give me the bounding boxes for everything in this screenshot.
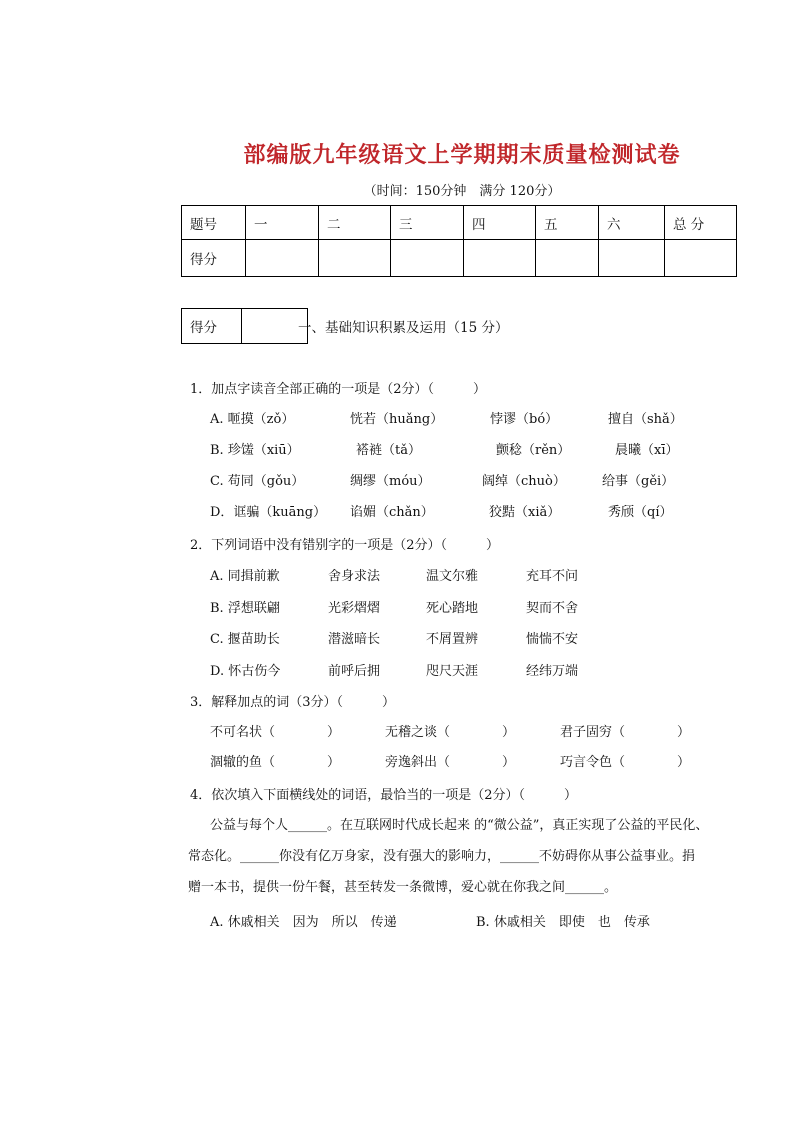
q2-d-4: 经纬万端 bbox=[526, 664, 579, 679]
q3-1-2: 无稽之谈（ ） bbox=[385, 725, 516, 740]
q1-d-1: D．诓骗（kuāng） bbox=[210, 505, 327, 520]
score-table-header-row bbox=[182, 206, 737, 240]
score-input-cell[interactable] bbox=[319, 240, 391, 277]
q2-c-4: 惴惴不安 bbox=[526, 632, 579, 647]
q1-a-4: 擅自（shǎ） bbox=[608, 412, 683, 427]
score-header-cell: 一 bbox=[246, 206, 319, 240]
q2-d-2: 前呼后拥 bbox=[328, 664, 381, 679]
q2-a-1: A. 同揖前歉 bbox=[210, 569, 280, 584]
section1-title: 一、基础知识积累及运用（15 分） bbox=[298, 320, 509, 336]
q3-2-3: 巧言令色（ ） bbox=[560, 755, 691, 770]
q1-c-1: C. 苟同（gǒu） bbox=[210, 474, 305, 489]
q4-passage-line: 公益与每个人______。在互联网时代成长起来 的“微公益”，真正实现了公益的平民化、 bbox=[210, 818, 709, 833]
score-header-cell: 二 bbox=[319, 206, 391, 240]
q2-b-4: 契而不舍 bbox=[526, 601, 579, 616]
q1-b-2: 褡裢（tǎ） bbox=[356, 443, 421, 458]
q2-c-1: C. 揠苗助长 bbox=[210, 632, 280, 647]
q1-c-4: 给事（gěi） bbox=[602, 474, 675, 489]
q1-b-3: 颤稔（rěn） bbox=[496, 443, 571, 458]
score-header-cell: 五 bbox=[536, 206, 599, 240]
score-input-cell[interactable] bbox=[665, 240, 737, 277]
score-header-cell: 总 分 bbox=[665, 206, 737, 240]
q4-stem: 4．依次填入下面横线处的词语，最恰当的一项是（2分）（ ） bbox=[190, 788, 578, 803]
q2-a-3: 温文尔雅 bbox=[426, 569, 479, 584]
q1-d-4: 秀颀（qí） bbox=[608, 505, 673, 520]
q1-b-1: B. 珍馐（xiū） bbox=[210, 443, 300, 458]
q2-b-2: 光彩熠熠 bbox=[328, 601, 381, 616]
q3-1-3: 君子固穷（ ） bbox=[560, 725, 691, 740]
q1-c-2: 绸缪（móu） bbox=[350, 474, 431, 489]
score-header-cell: 四 bbox=[464, 206, 536, 240]
q3-2-1: 涸辙的鱼（ ） bbox=[210, 755, 341, 770]
score-header-cell: 题号 bbox=[182, 206, 246, 240]
section1-score-box bbox=[181, 308, 308, 344]
q4-option-a: A. 休戚相关 因为 所以 传递 bbox=[210, 915, 397, 930]
q2-b-1: B. 浮想联翩 bbox=[210, 601, 280, 616]
q1-a-3: 悖谬（bó） bbox=[490, 412, 559, 427]
score-input-cell[interactable] bbox=[391, 240, 464, 277]
score-header-cell: 三 bbox=[391, 206, 464, 240]
q2-d-3: 咫尺天涯 bbox=[426, 664, 479, 679]
q2-a-2: 舍身求法 bbox=[328, 569, 381, 584]
q1-d-3: 狡黠（xiǎ） bbox=[489, 505, 561, 520]
q2-c-3: 不屑置辨 bbox=[426, 632, 479, 647]
exam-info: （时间：150分钟 满分 120分） bbox=[363, 184, 561, 199]
score-input-cell[interactable] bbox=[536, 240, 599, 277]
section1-score-label: 得分 bbox=[182, 309, 242, 344]
q1-a-1: A. 咂摸（zǒ） bbox=[210, 412, 295, 427]
q4-passage bbox=[188, 810, 738, 903]
page-title: 部编版九年级语文上学期期末质量检测试卷 bbox=[243, 142, 681, 168]
score-row-label: 得分 bbox=[182, 240, 246, 277]
score-header-cell: 六 bbox=[599, 206, 665, 240]
q2-b-3: 死心踏地 bbox=[426, 601, 479, 616]
q2-a-4: 充耳不问 bbox=[526, 569, 579, 584]
score-input-cell[interactable] bbox=[464, 240, 536, 277]
q4-passage-line: 赠一本书，提供一份午餐，甚至转发一条微博，爱心就在你我之间______。 bbox=[188, 880, 618, 895]
q1-a-2: 恍若（huǎng） bbox=[350, 412, 444, 427]
q1-stem: 1．加点字读音全部正确的一项是（2分）（ ） bbox=[190, 382, 487, 397]
score-input-cell[interactable] bbox=[246, 240, 319, 277]
q1-d-2: 谄媚（chǎn） bbox=[350, 505, 434, 520]
q1-c-3: 阔绰（chuò） bbox=[482, 474, 566, 489]
q3-2-2: 旁逸斜出（ ） bbox=[385, 755, 516, 770]
score-input-cell[interactable] bbox=[599, 240, 665, 277]
score-table bbox=[181, 205, 737, 277]
q4-option-b: B. 休戚相关 即使 也 传承 bbox=[476, 915, 650, 930]
q4-passage-line: 常态化。______你没有亿万身家，没有强大的影响力，______不妨碍你从事公益事业。捐 bbox=[188, 849, 696, 864]
q2-c-2: 潜滋暗长 bbox=[328, 632, 381, 647]
q3-1-1: 不可名状（ ） bbox=[210, 725, 341, 740]
score-table-score-row bbox=[182, 240, 737, 277]
q1-b-4: 晨曦（xī） bbox=[615, 443, 679, 458]
q2-stem: 2．下列词语中没有错别字的一项是（2分）（ ） bbox=[190, 538, 500, 553]
q2-d-1: D. 怀古伤今 bbox=[210, 664, 281, 679]
q3-stem: 3．解释加点的词（3分）（ ） bbox=[190, 695, 396, 710]
